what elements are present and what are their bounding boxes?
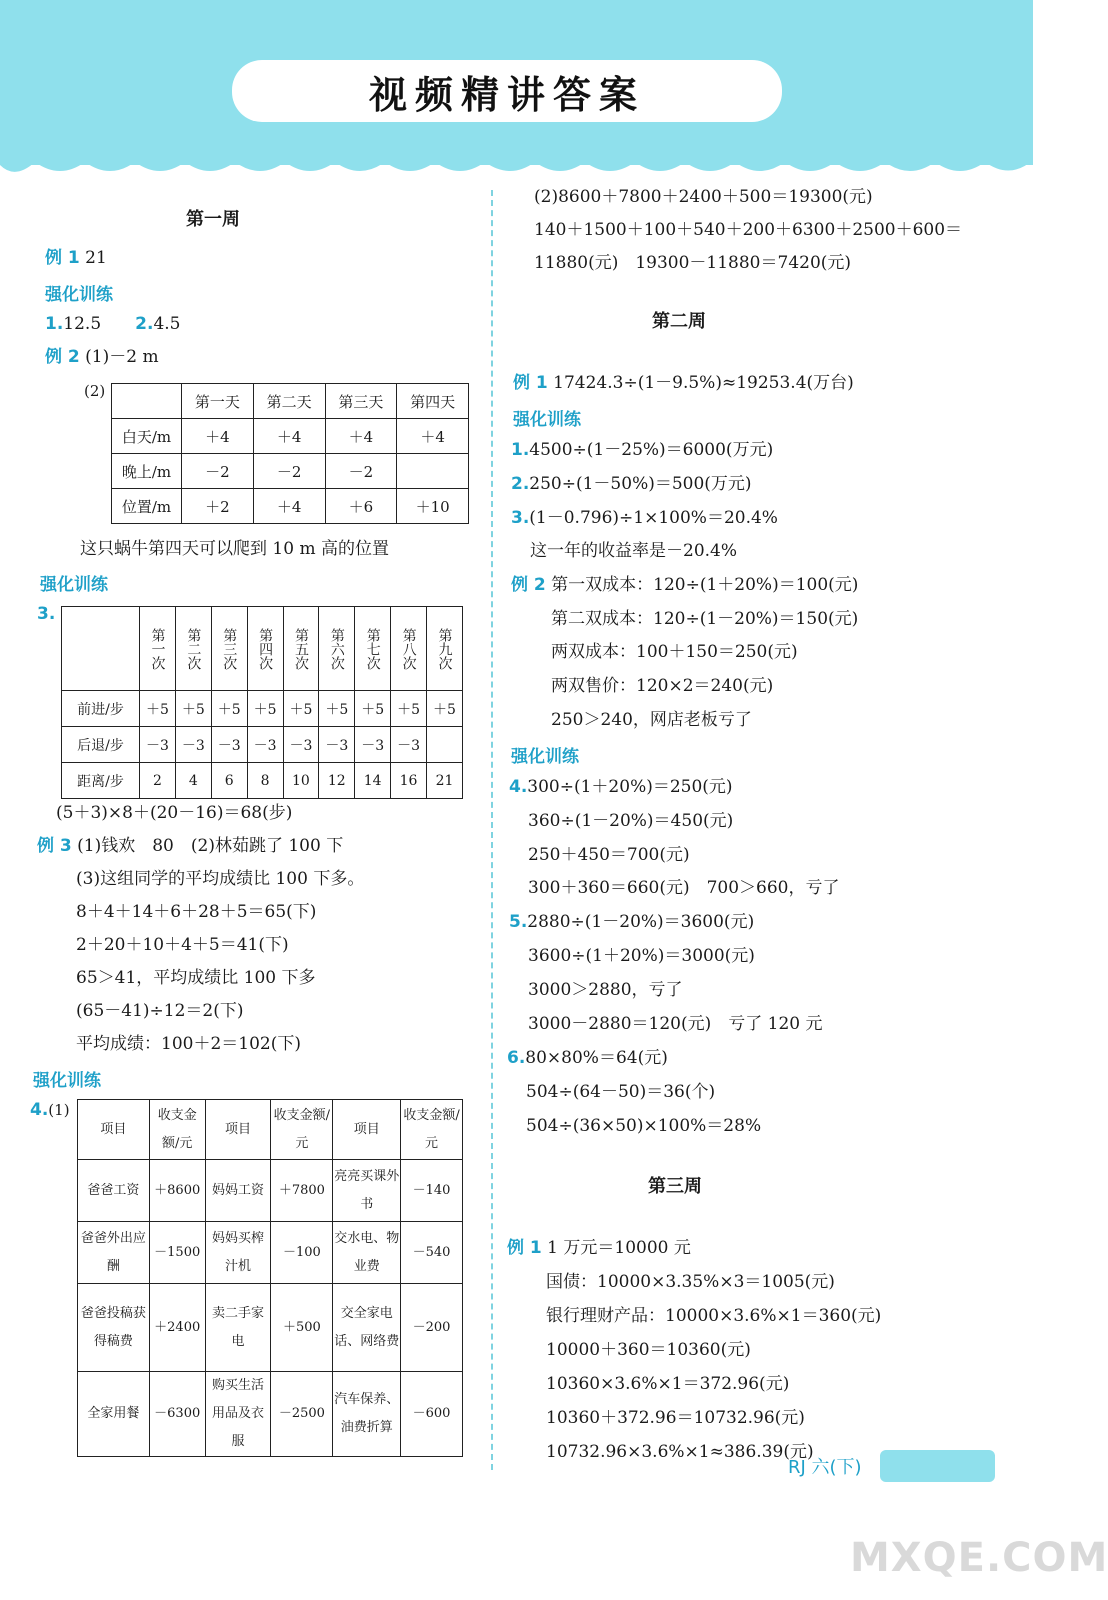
example-2: 例 2 (1)－2 m — [45, 347, 159, 367]
w3-example-1-line: 10360＋372.96＝10732.96(元) — [546, 1408, 805, 1428]
section-practice-2: 强化训练 — [40, 575, 108, 595]
table-row: 爸爸投稿获得稿费 ＋2400 卖二手家电 ＋500 交全家电话、网络费 －200 — [78, 1284, 463, 1372]
footer-label: RJ 六(下) — [788, 1457, 862, 1478]
w2-answer-4: 4.300÷(1＋20%)＝250(元) — [509, 777, 733, 797]
table-row: 全家用餐 －6300 购买生活用品及衣服 －2500 汽车保养、油费折算 －600 — [78, 1372, 463, 1457]
footer-badge — [880, 1450, 995, 1482]
table-row: 前进/步 ＋5 ＋5 ＋5 ＋5 ＋5 ＋5 ＋5 ＋5 ＋5 — [62, 691, 463, 727]
table-row: 后退/步 －3 －3 －3 －3 －3 －3 －3 －3 — [62, 727, 463, 763]
w2-answer-5-line: 3000＞2880，亏了 — [528, 980, 683, 1000]
table-row: 第一天 第二天 第三天 第四天 — [112, 384, 469, 419]
w2-example-2: 例 2 第一双成本：120÷(1＋20%)＝100(元) — [511, 575, 859, 595]
w2-answer-3: 3.(1－0.796)÷1×100%＝20.4% — [511, 508, 778, 528]
example-3-line: 8＋4＋14＋6＋28＋5＝65(下) — [76, 902, 317, 922]
answer-3-label: 3. — [37, 604, 56, 624]
w2-answer-6: 6.80×80%＝64(元) — [507, 1048, 668, 1068]
snail-conclusion: 这只蜗牛第四天可以爬到 10 m 高的位置 — [80, 539, 389, 559]
example-3-line: (65－41)÷12＝2(下) — [76, 1001, 244, 1021]
section-practice-3: 强化训练 — [33, 1071, 101, 1091]
answer-4-label: 4.(1) — [30, 1100, 70, 1120]
banner-wave — [0, 140, 1033, 180]
w2-section-practice-2: 强化训练 — [511, 747, 579, 767]
snail-table — [111, 383, 469, 524]
w2-example-2-line: 第二双成本：120÷(1－20%)＝150(元) — [551, 609, 859, 629]
w2-answer-6-line: 504÷(36×50)×100%＝28% — [526, 1116, 762, 1136]
week-2-heading: 第二周 — [652, 311, 706, 332]
table-row: 晚上/m －2 －2 －2 — [112, 454, 469, 489]
w2-answer-4-line: 360÷(1－20%)＝450(元) — [528, 811, 734, 831]
w2-answer-6-line: 504÷(64－50)＝36(个) — [526, 1082, 716, 1102]
table-row: 距离/步 2 4 6 8 10 12 14 16 21 — [62, 763, 463, 799]
w2-answer-2: 2.250÷(1－50%)＝500(万元) — [511, 474, 752, 494]
w3-example-1-line: 银行理财产品：10000×3.6%×1＝360(元) — [546, 1306, 882, 1326]
table-row: 第一次 第二次 第三次 第四次 第五次 第六次 第七次 第八次 第九次 — [62, 607, 463, 691]
example-3-line: 2＋20＋10＋4＋5＝41(下) — [76, 935, 289, 955]
example-3-line: (3)这组同学的平均成绩比 100 下多。 — [76, 869, 365, 889]
steps-formula: (5＋3)×8＋(20－16)＝68(步) — [56, 803, 293, 823]
table-row: 爸爸外出应酬 －1500 妈妈买榨汁机 －100 交水电、物业费 －540 — [78, 1222, 463, 1284]
answers-1-2: 1.12.5 2.4.5 — [45, 314, 181, 334]
w3-example-1-line: 10732.96×3.6%×1≈386.39(元) — [546, 1442, 814, 1462]
answer-4-part2: 11880(元) 19300－11880＝7420(元) — [534, 253, 852, 273]
table-row: 白天/m ＋4 ＋4 ＋4 ＋4 — [112, 419, 469, 454]
column-divider — [491, 190, 493, 1470]
watermark: MXQE.COM — [850, 1535, 1108, 1581]
week-1-heading: 第一周 — [186, 209, 240, 230]
w3-example-1: 例 1 1 万元＝10000 元 — [507, 1238, 691, 1258]
w2-example-2-line: 250＞240，网店老板亏了 — [551, 710, 752, 730]
example-1: 例 1 21 — [45, 248, 107, 268]
income-table — [77, 1099, 463, 1457]
w2-answer-5-line: 3600÷(1＋20%)＝3000(元) — [528, 946, 755, 966]
table-row: 爸爸工资 ＋8600 妈妈工资 ＋7800 亮亮买课外书 －140 — [78, 1160, 463, 1222]
w2-answer-5-line: 3000－2880＝120(元) 亏了 120 元 — [528, 1014, 823, 1034]
w2-answer-4-line: 250＋450＝700(元) — [528, 845, 690, 865]
w3-example-1-line: 国债：10000×3.35%×3＝1005(元) — [546, 1272, 835, 1292]
w2-answer-3-line: 这一年的收益率是－20.4% — [530, 541, 738, 561]
w3-example-1-line: 10000＋360＝10360(元) — [546, 1340, 751, 1360]
table-row: 位置/m ＋2 ＋4 ＋6 ＋10 — [112, 489, 469, 524]
example-2-part2: (2) — [84, 382, 106, 400]
w2-answer-5: 5.2880÷(1－20%)＝3600(元) — [509, 912, 755, 932]
section-practice-1: 强化训练 — [45, 285, 113, 305]
w2-section-practice-1: 强化训练 — [513, 410, 581, 430]
table-row: 项目 收支金额/元 项目 收支金额/元 项目 收支金额/元 — [78, 1100, 463, 1160]
w2-answer-4-line: 300＋360＝660(元) 700＞660，亏了 — [528, 878, 840, 898]
w2-example-2-line: 两双成本：100＋150＝250(元) — [551, 642, 798, 662]
example-3: 例 3 (1)钱欢 80 (2)林茹跳了 100 下 — [37, 836, 344, 856]
page-title: 视频精讲答案 — [232, 60, 782, 122]
week-3-heading: 第三周 — [648, 1176, 702, 1197]
w3-example-1-line: 10360×3.6%×1＝372.96(元) — [546, 1374, 790, 1394]
w2-example-1: 例 1 17424.3÷(1－9.5%)≈19253.4(万台) — [513, 373, 854, 393]
example-3-line: 65＞41，平均成绩比 100 下多 — [76, 968, 316, 988]
example-3-line: 平均成绩：100＋2＝102(下) — [76, 1034, 301, 1054]
w2-answer-1: 1.4500÷(1－25%)＝6000(万元) — [511, 440, 774, 460]
w2-example-2-line: 两双售价：120×2＝240(元) — [551, 676, 774, 696]
steps-table — [61, 606, 463, 799]
answer-4-part2: (2)8600＋7800＋2400＋500＝19300(元) — [534, 187, 873, 207]
answer-4-part2: 140＋1500＋100＋540＋200＋6300＋2500＋600＝ — [534, 220, 963, 240]
